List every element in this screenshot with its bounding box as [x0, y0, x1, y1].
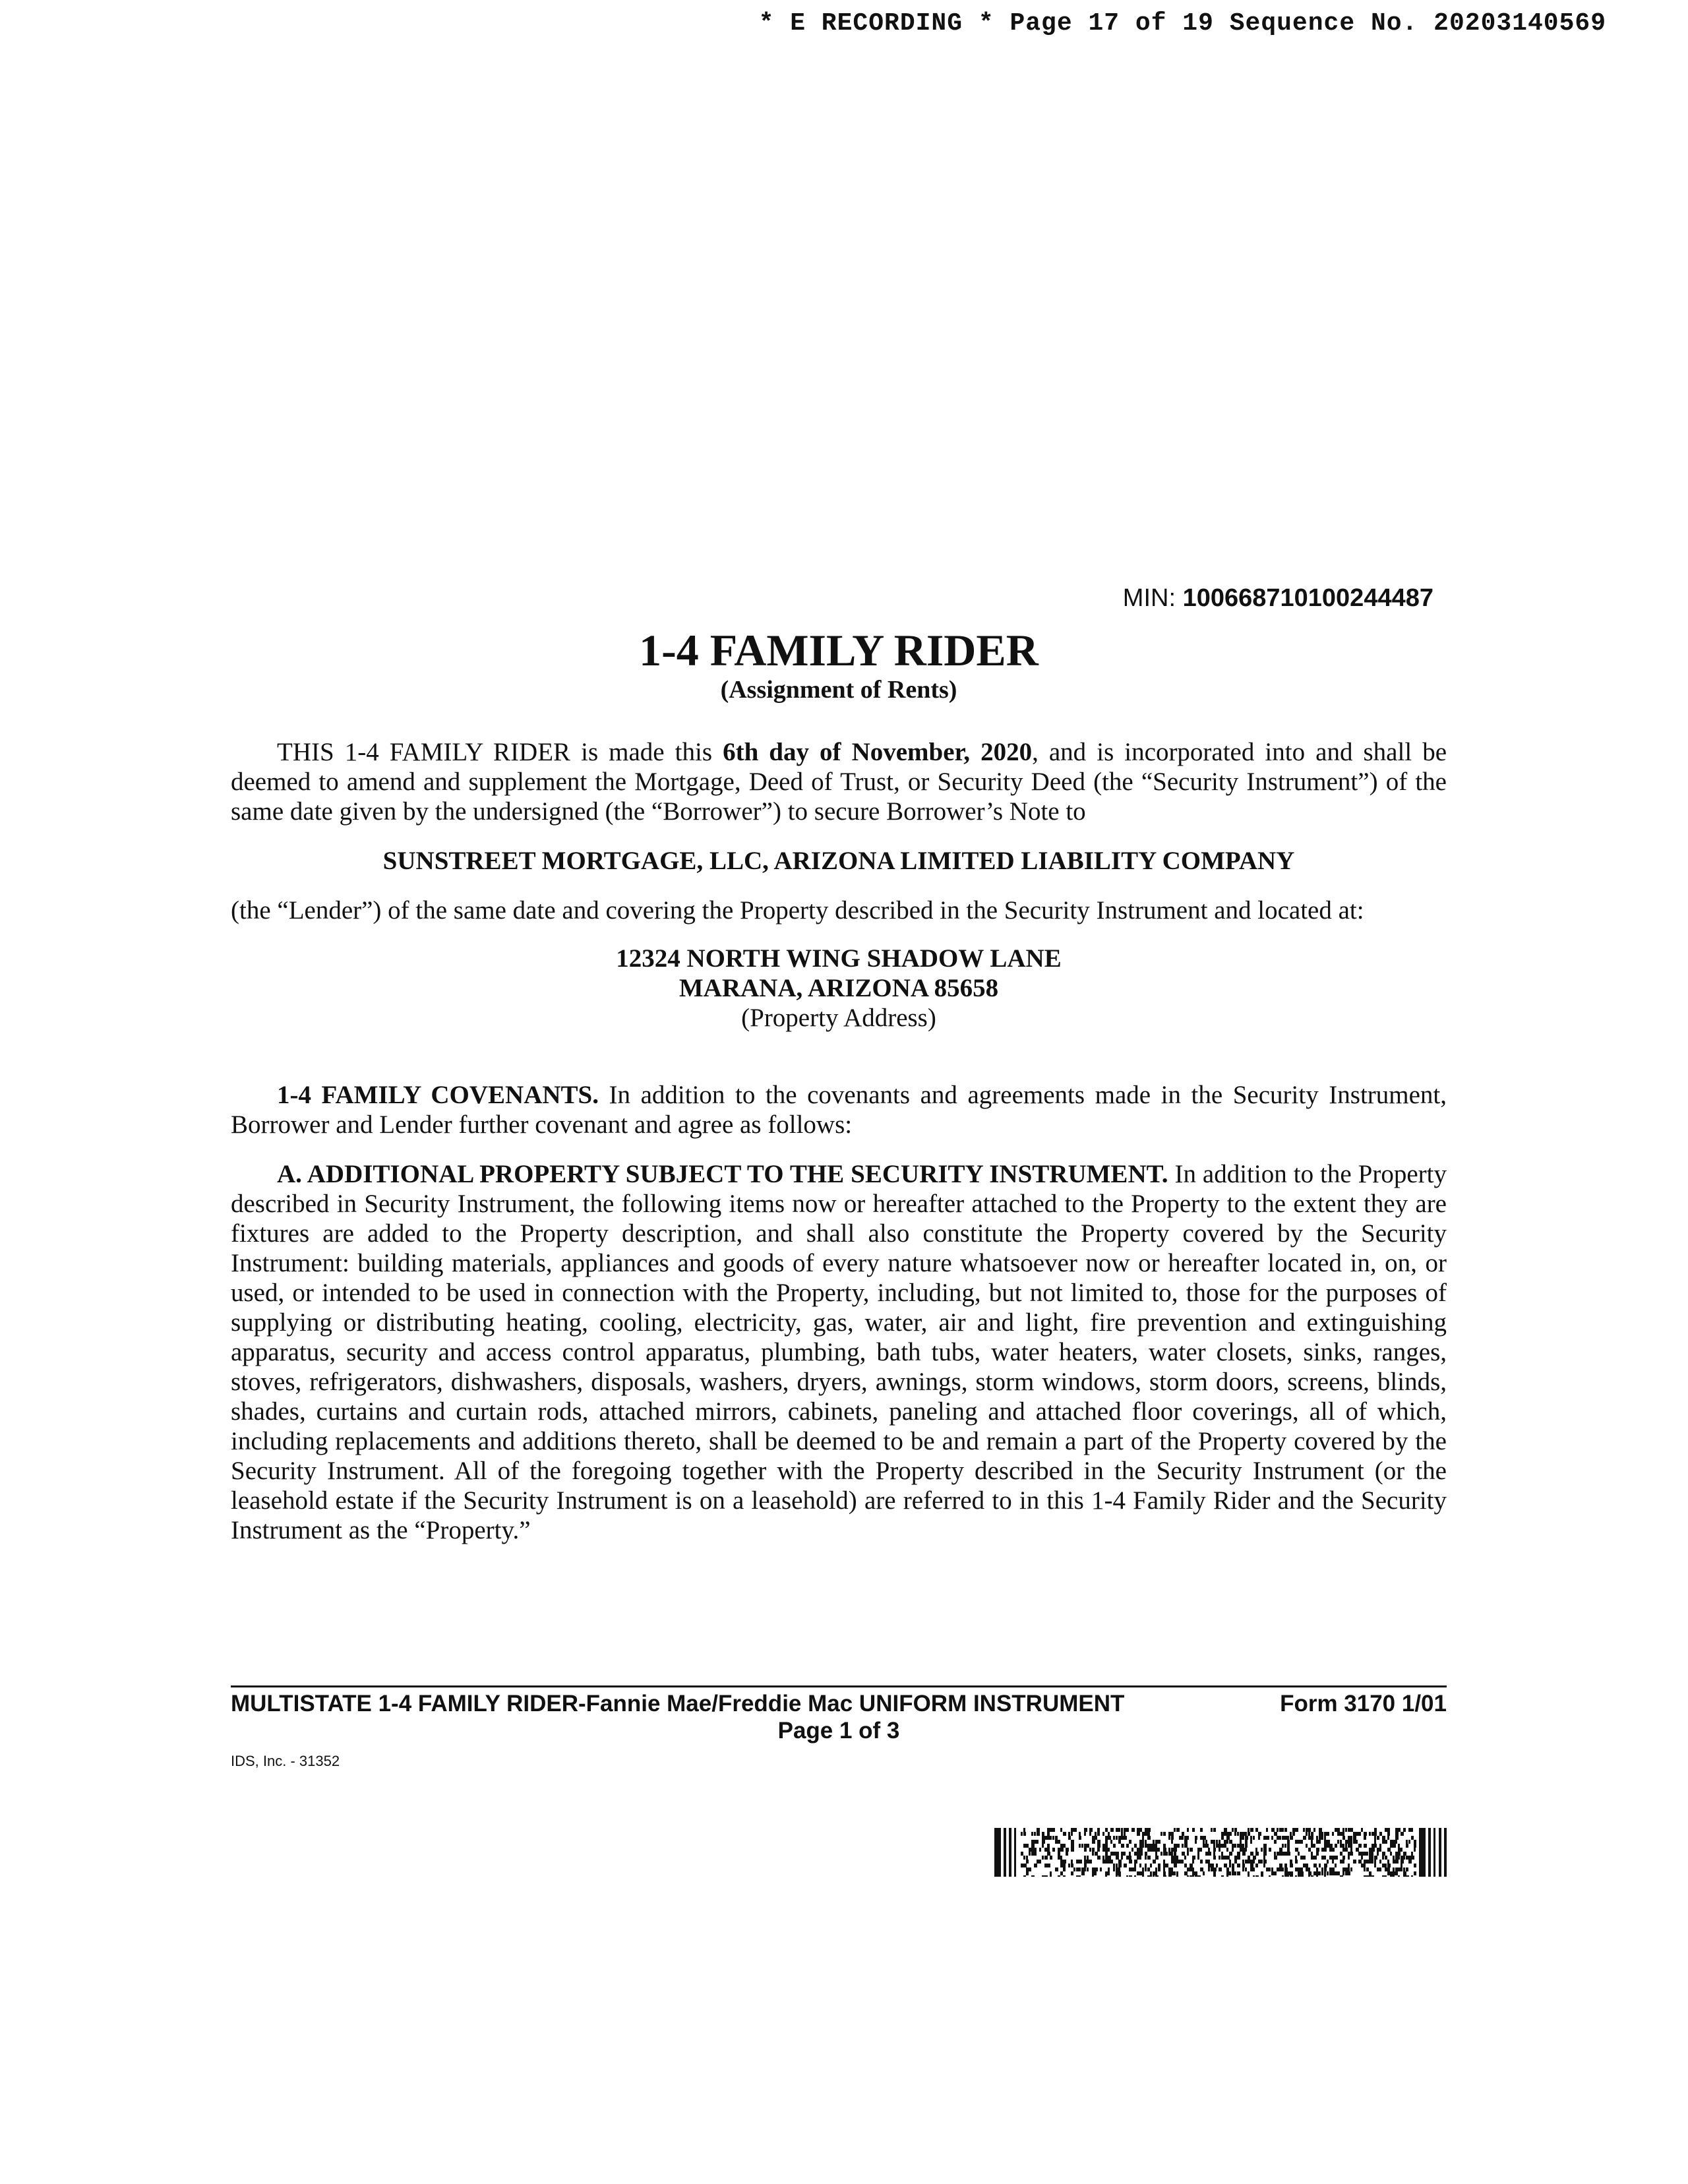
- covenants-paragraph: [231, 1080, 1447, 1139]
- footer-divider: [231, 1685, 1447, 1687]
- form-title: MULTISTATE 1-4 FAMILY RIDER-Fannie Mae/Freddie Mac UNIFORM INSTRUMENT: [231, 1691, 1125, 1716]
- section-a-text: In addition to the Property described in Security Instrument, the following items now or hereafter attached to the Property to the extent they are fixtures are added to the Property description, and shall also constitute the Property covered by the Security Instrument: building materials, appliances and goods of every nature whatsoever now or hereafter located in, on, or used, or intended to be used in connection with the Property, including, but not limited to, those for the purposes of supplying or distributing heating, cooling, electricity, gas, water, air and light, fire prevention and extinguishing apparatus, security and access control apparatus, plumbing, bath tubs, water heaters, water closets, sinks, ranges, stoves, refrigerators, dishwashers, disposals, washers, dryers, awnings, storm windows, storm doors, screens, blinds, shades, curtains and curtain rods, attached mirrors, cabinets, paneling and attached floor coverings, all of which, including replacements and additions thereto, shall be deemed to be and remain a part of the Property covered by the Security Instrument. All of the foregoing together with the Property described in the Security Instrument (or the leasehold estate if the Security Instrument is on a leasehold) are referred to in this 1-4 Family Rider and the Security Instrument as the “Property.”: [231, 1160, 1447, 1544]
- intro-text-end: , and is incorporated into and shall be deemed to amend and supplement the Mortgage, Deed of Trust, or Security Deed (the “Security Instrument”) of the same date given by the undersigned (the “Borrower”) to secure Borrower’s Note to: [231, 738, 1447, 826]
- covenants-heading: 1-4 FAMILY COVENANTS.: [277, 1081, 599, 1109]
- document-body: [231, 625, 1447, 1545]
- document-subtitle: (Assignment of Rents): [720, 676, 957, 704]
- page-number: Page 1 of 3: [777, 1718, 900, 1744]
- footer-row: [231, 1690, 1447, 1718]
- section-a-heading: A. ADDITIONAL PROPERTY SUBJECT TO THE SECURITY INSTRUMENT.: [277, 1160, 1168, 1188]
- form-footer: [231, 1685, 1447, 1771]
- form-number: Form 3170 1/01: [1280, 1691, 1447, 1716]
- intro-paragraph: [231, 737, 1447, 826]
- barcode: [994, 1828, 1447, 1877]
- document-title: 1-4 FAMILY RIDER: [639, 625, 1039, 675]
- intro-text-start: THIS 1-4 FAMILY RIDER is made this: [277, 738, 723, 766]
- address-label: (Property Address): [741, 1004, 936, 1032]
- address-line-2: MARANA, ARIZONA 85658: [678, 974, 999, 1002]
- min-label: MIN:: [1122, 584, 1183, 612]
- lender-name: SUNSTREET MORTGAGE, LLC, ARIZONA LIMITED LIABILITY COMPANY: [382, 847, 1295, 875]
- address-line-1: 12324 NORTH WING SHADOW LANE: [616, 944, 1062, 973]
- section-a-paragraph: [231, 1159, 1447, 1545]
- lender-paragraph: (the “Lender”) of the same date and covering the Property described in the Security Instrument and located at:: [231, 896, 1364, 925]
- min-number: [1123, 584, 1433, 613]
- min-value: 100668710100244487: [1182, 584, 1433, 612]
- recording-header: * E RECORDING * Page 17 of 19 Sequence No. 20203140569: [758, 9, 1606, 38]
- ids-code: IDS, Inc. - 31352: [231, 1753, 340, 1769]
- rider-date: 6th day of November, 2020: [723, 738, 1033, 766]
- covenants-text: In addition to the covenants and agreements made in the Security Instrument, Borrower and Lender further covenant and agree as follows:: [231, 1081, 1447, 1139]
- property-address: [231, 944, 1447, 1033]
